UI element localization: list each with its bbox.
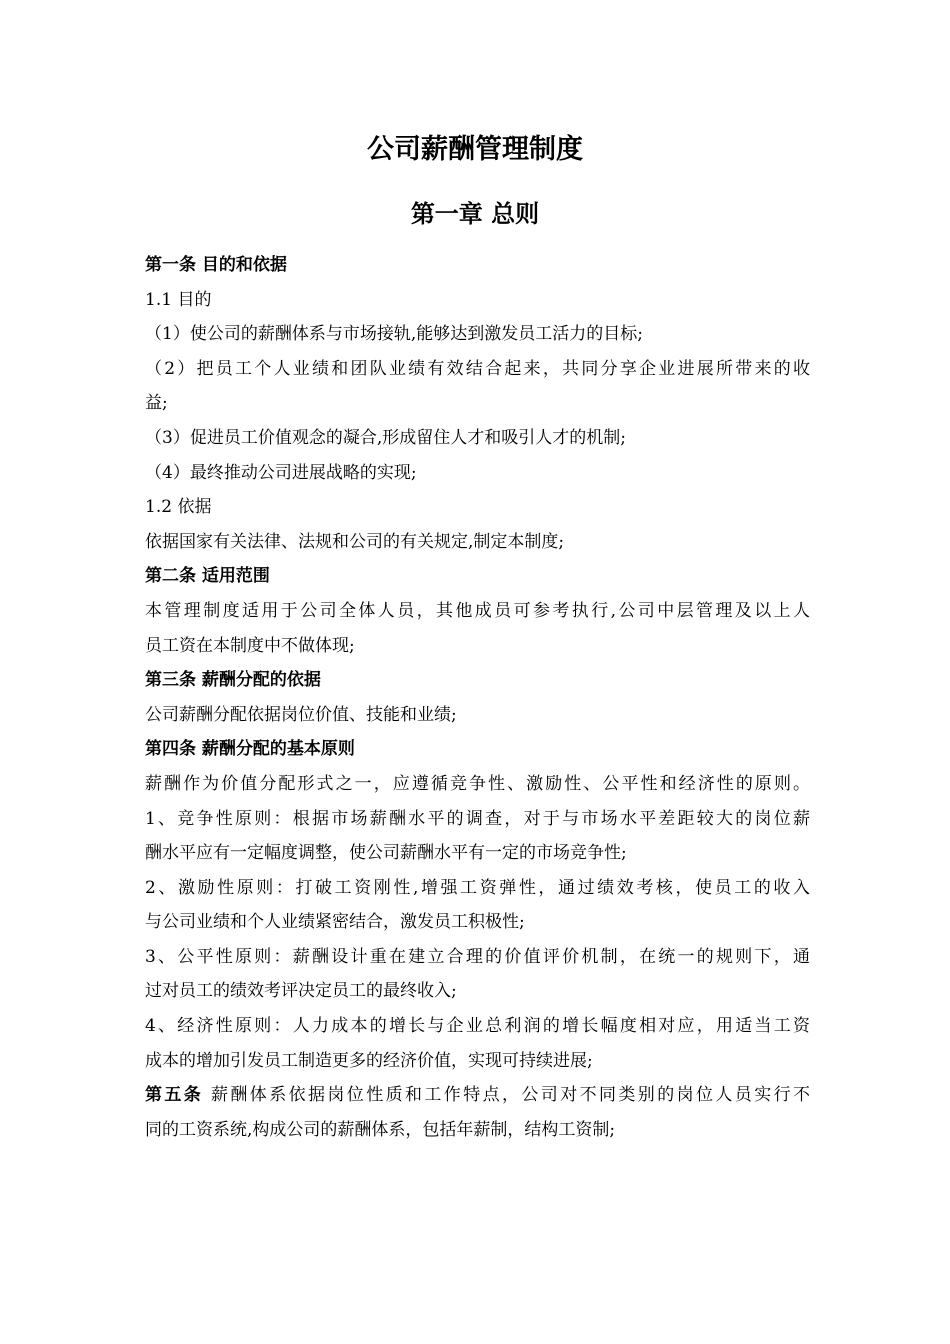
- body-line: [145, 767, 810, 802]
- chapter-heading: 第一章 总则: [410, 199, 540, 228]
- body-line: [145, 871, 810, 906]
- body-line: [145, 352, 810, 387]
- document-body: [145, 248, 810, 1147]
- body-line: [145, 490, 810, 525]
- body-line: [145, 905, 810, 940]
- line-text: 过对员工的绩效考评决定员工的最终收入;: [145, 981, 457, 1002]
- bold-text: 第五条: [145, 1085, 204, 1106]
- line-text: 1.2 依据: [145, 497, 212, 518]
- body-line: [145, 974, 810, 1009]
- line-text: 2、激励性原则：打破工资刚性,增强工资弹性，通过绩效考核，使员工的收入: [145, 877, 810, 898]
- line-text: 4、经济性原则：人力成本的增长与企业总利润的增长幅度相对应，用适当工资: [145, 1016, 810, 1037]
- line-text: 薪酬体系依据岗位性质和工作特点，公司对不同类别的岗位人员实行不: [203, 1085, 810, 1106]
- line-text: 与公司业绩和个人业绩紧密结合，激发员工积极性;: [145, 912, 525, 933]
- body-line: [145, 1009, 810, 1044]
- line-text: 公司薪酬分配依据岗位价值、技能和业绩;: [145, 704, 457, 725]
- body-line: [145, 317, 810, 352]
- body-line: [145, 629, 810, 664]
- line-text: 3、公平性原则：薪酬设计重在建立合理的价值评价机制，在统一的规则下，通: [145, 946, 810, 967]
- body-line: [145, 836, 810, 871]
- article-heading: [145, 732, 810, 767]
- line-text: 益;: [145, 393, 168, 414]
- body-line: [145, 802, 810, 837]
- article-heading: [145, 559, 810, 594]
- line-text: 1.1 目的: [145, 289, 212, 310]
- line-text: （3）促进员工价值观念的凝合,形成留住人才和吸引人才的机制;: [145, 427, 626, 448]
- document-title: 公司薪酬管理制度: [367, 134, 583, 165]
- body-line: [145, 283, 810, 318]
- line-text: 员工资在本制度中不做体现;: [145, 635, 355, 656]
- body-line: [145, 1044, 810, 1079]
- bold-text: 第一条 目的和依据: [145, 255, 287, 275]
- body-line: [145, 698, 810, 733]
- body-line: [145, 1113, 810, 1148]
- article-heading: [145, 663, 810, 698]
- body-line: [145, 1078, 810, 1113]
- body-line: [145, 421, 810, 456]
- line-text: 1、竞争性原则：根据市场薪酬水平的调查，对于与市场水平差距较大的岗位薪: [145, 808, 810, 829]
- line-text: （2）把员工个人业绩和团队业绩有效结合起来，共同分享企业进展所带来的收: [145, 358, 810, 379]
- body-line: [145, 940, 810, 975]
- bold-text: 第四条 薪酬分配的基本原则: [145, 739, 355, 760]
- bold-text: 第二条 适用范围: [145, 566, 270, 587]
- line-text: 酬水平应有一定幅度调整，使公司薪酬水平有一定的市场竞争性;: [145, 843, 627, 864]
- line-text: （4）最终推动公司进展战略的实现;: [145, 462, 417, 483]
- line-text: 成本的增加引发员工制造更多的经济价值，实现可持续进展;: [145, 1050, 593, 1071]
- line-text: 依据国家有关法律、法规和公司的有关规定,制定本制度;: [145, 531, 565, 552]
- line-text: 同的工资系统,构成公司的薪酬体系，包括年薪制，结构工资制;: [145, 1119, 616, 1140]
- body-line: [145, 456, 810, 491]
- bold-text: 第三条 薪酬分配的依据: [145, 670, 321, 691]
- body-line: [145, 525, 810, 560]
- line-text: 本管理制度适用于公司全体人员，其他成员可参考执行,公司中层管理及以上人: [145, 600, 810, 621]
- line-text: （1）使公司的薪酬体系与市场接轨,能够达到激发员工活力的目标;: [145, 324, 643, 345]
- body-line: [145, 386, 810, 421]
- body-line: [145, 594, 810, 629]
- line-text: 薪酬作为价值分配形式之一，应遵循竞争性、激励性、公平性和经济性的原则。: [145, 773, 810, 794]
- article-heading: [145, 248, 810, 283]
